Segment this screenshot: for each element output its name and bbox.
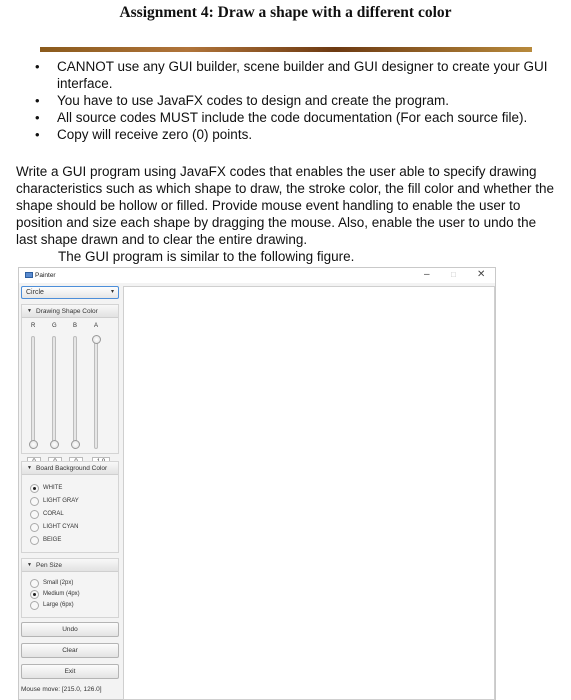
pen-size-header[interactable] (22, 559, 118, 572)
painter-window (18, 267, 496, 700)
exit-button[interactable]: Exit (21, 664, 119, 679)
channel-label-r: R (31, 323, 36, 329)
red-slider[interactable] (31, 336, 35, 449)
drawing-color-panel (21, 304, 119, 454)
channel-label-a: A (94, 323, 99, 329)
radio-button[interactable] (30, 590, 39, 599)
minimize-button[interactable]: – (424, 269, 430, 280)
alpha-slider[interactable] (94, 336, 98, 449)
shape-select[interactable] (21, 286, 119, 299)
status-bar: Mouse move: [215.0, 126.0] (21, 686, 102, 693)
list-item: • You have to use JavaFX codes to design and create the program. (35, 92, 555, 109)
background-color-title: Board Background Color (36, 465, 108, 472)
radio-button[interactable] (30, 484, 39, 493)
background-color-header[interactable] (22, 462, 118, 475)
window-title: Painter (35, 272, 56, 279)
blue-slider[interactable] (73, 336, 77, 449)
radio-label: Medium (4px) (43, 591, 80, 597)
radio-label: Large (6px) (43, 602, 74, 608)
requirements-list (35, 58, 555, 143)
radio-button[interactable] (30, 536, 39, 545)
undo-button[interactable]: Undo (21, 622, 119, 637)
drawing-color-title: Drawing Shape Color (36, 308, 98, 315)
slider-thumb[interactable] (29, 440, 38, 449)
shape-select-value: Circle (26, 289, 44, 296)
maximize-button[interactable]: □ (451, 270, 456, 279)
drawing-color-header[interactable] (22, 305, 118, 318)
description-paragraph: Write a GUI program using JavaFX codes that enables the user able to specify drawing characteristics such as which shape to draw, the stroke color, the fill color and whether the shape should be hollow or filled. Provide mouse event handling to enable the user to position and size each shape by dragging the mouse. Also, enable the user to undo the last shape drawn and to clear the entire drawing. (16, 164, 555, 247)
collapse-icon: ▼ (27, 562, 32, 568)
background-color-panel (21, 461, 119, 553)
slider-thumb[interactable] (50, 440, 59, 449)
pen-size-panel (21, 558, 119, 618)
list-item: • CANNOT use any GUI builder, scene builder and GUI designer to create your GUI interface. (35, 58, 555, 92)
channel-label-g: G (52, 323, 57, 329)
radio-label: LIGHT GRAY (43, 498, 79, 504)
green-slider[interactable] (52, 336, 56, 449)
drawing-canvas[interactable] (123, 286, 495, 700)
list-item: • Copy will receive zero (0) points. (35, 126, 555, 143)
decorative-rule (40, 47, 532, 52)
radio-button[interactable] (30, 601, 39, 610)
list-item-text: CANNOT use any GUI builder, scene builder and GUI designer to create your GUI interface. (57, 59, 548, 91)
radio-button[interactable] (30, 510, 39, 519)
slider-thumb[interactable] (71, 440, 80, 449)
close-button[interactable]: ✕ (477, 269, 486, 280)
radio-label: Small (2px) (43, 580, 74, 586)
title-bar[interactable] (19, 268, 495, 283)
chevron-down-icon: ▾ (110, 289, 114, 295)
radio-button[interactable] (30, 497, 39, 506)
list-item-text: Copy will receive zero (0) points. (57, 127, 253, 142)
radio-label: LIGHT CYAN (43, 524, 79, 530)
list-item-text: You have to use JavaFX codes to design and create the program. (57, 93, 450, 108)
radio-button[interactable] (30, 579, 39, 588)
collapse-icon: ▼ (27, 465, 32, 471)
pen-size-title: Pen Size (36, 562, 63, 569)
slider-thumb[interactable] (92, 335, 101, 344)
list-item-text: All source codes MUST include the code documentation (For each source file). (57, 110, 528, 125)
figure-intro: The GUI program is similar to the following figure. (58, 249, 355, 264)
radio-label: CORAL (43, 511, 64, 517)
radio-button[interactable] (30, 523, 39, 532)
radio-label: WHITE (43, 485, 63, 491)
radio-label: BEIGE (43, 537, 62, 543)
list-item: • All source codes MUST include the code documentation (For each source file). (35, 109, 555, 126)
channel-label-b: B (73, 323, 78, 329)
clear-button[interactable]: Clear (21, 643, 119, 658)
document-title: Assignment 4: Draw a shape with a different color (119, 4, 452, 21)
app-icon (25, 272, 33, 278)
collapse-icon: ▼ (27, 308, 32, 314)
